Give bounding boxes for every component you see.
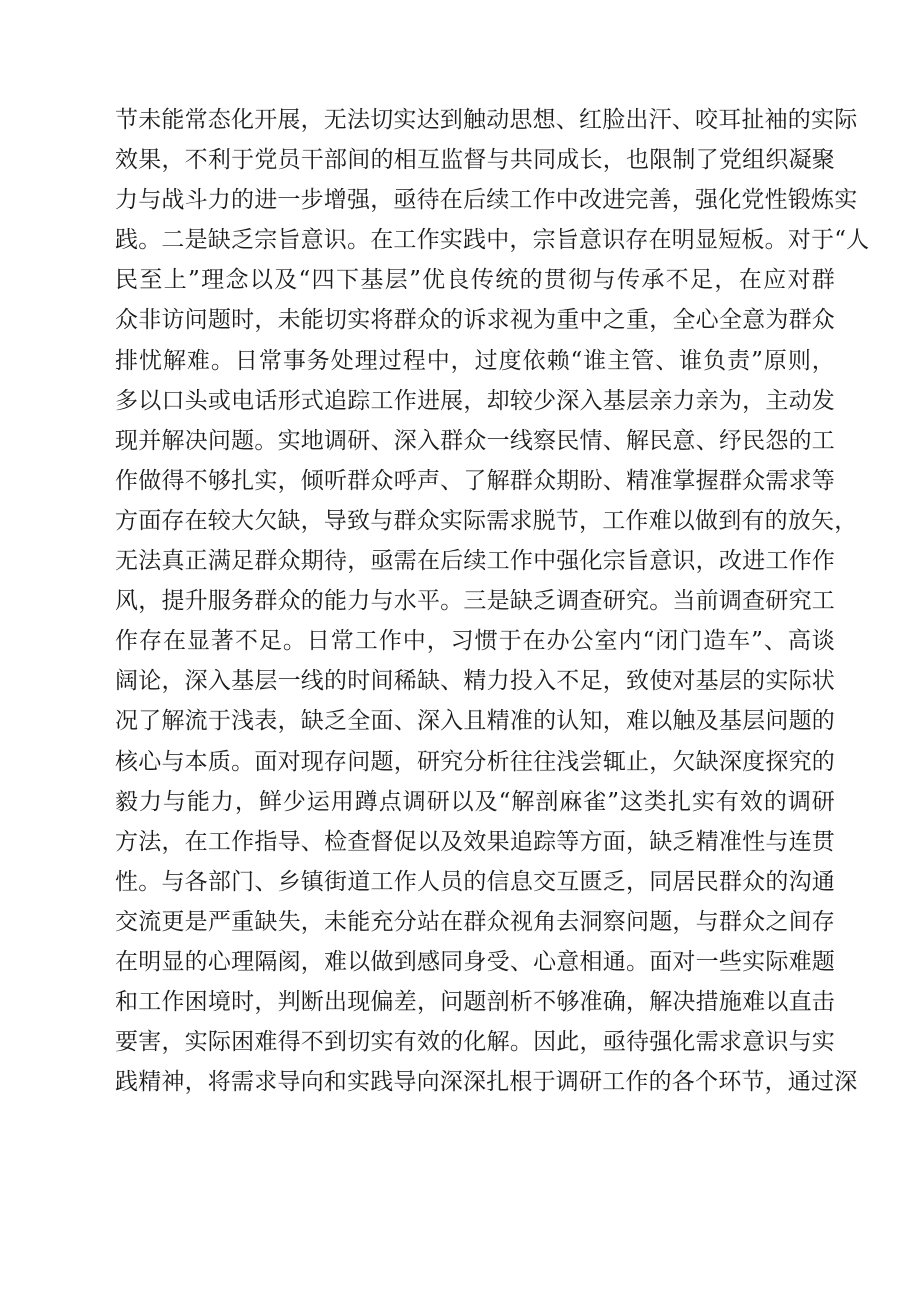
text-line: 况了解流于浅表，缺乏全面、深入且精准的认知，难以触及基层问题的 xyxy=(115,708,835,735)
text-line: 核心与本质。面对现存问题，研究分析往往浅尝辄止，欠缺深度探究的 xyxy=(115,748,835,775)
text-line: 和工作困境时，判断出现偏差，问题剖析不够准确，解决措施难以直击 xyxy=(115,989,835,1016)
text-line: 民至上”理念以及“四下基层”优良传统的贯彻与传承不足，在应对群 xyxy=(115,267,835,294)
text-line: 节未能常态化开展，无法切实达到触动思想、红脸出汗、咬耳扯袖的实际 xyxy=(115,107,858,133)
text-line: 阔论，深入基层一线的时间稀缺、精力投入不足，致使对基层的实际状 xyxy=(115,668,835,695)
text-line: 践。二是缺乏宗旨意识。在工作实践中，宗旨意识存在明显短板。对于“人 xyxy=(115,227,870,254)
body-text xyxy=(115,100,870,1102)
text-line: 无法真正满足群众期待，亟需在后续工作中强化宗旨意识，改进工作作 xyxy=(115,548,835,575)
text-line: 效果，不利于党员干部间的相互监督与共同成长，也限制了党组织凝聚 xyxy=(115,147,835,174)
text-line: 方法，在工作指导、检查督促以及效果追踪等方面，缺乏精准性与连贯 xyxy=(115,828,835,855)
text-line: 性。与各部门、乡镇街道工作人员的信息交互匮乏，同居民群众的沟通 xyxy=(115,868,835,895)
text-line: 众非访问题时，未能切实将群众的诉求视为重中之重，全心全意为群众 xyxy=(115,307,835,334)
text-line: 力与战斗力的进一步增强，亟待在后续工作中改进完善，强化党性锻炼实 xyxy=(115,187,858,214)
text-line: 现并解决问题。实地调研、深入群众一线察民情、解民意、纾民怨的工 xyxy=(115,427,835,454)
text-line: 风，提升服务群众的能力与水平。三是缺乏调查研究。当前调查研究工 xyxy=(115,588,835,615)
text-line: 方面存在较大欠缺，导致与群众实际需求脱节，工作难以做到有的放矢， xyxy=(115,507,858,534)
text-line: 要害，实际困难得不到切实有效的化解。因此，亟待强化需求意识与实 xyxy=(115,1029,835,1056)
text-line: 作做得不够扎实，倾听群众呼声、了解群众期盼、精准掌握群众需求等 xyxy=(115,467,835,494)
text-line: 作存在显著不足。日常工作中，习惯于在办公室内“闭门造车”、高谈 xyxy=(115,628,835,655)
text-line: 践精神，将需求导向和实践导向深深扎根于调研工作的各个环节，通过深 xyxy=(115,1069,858,1096)
text-line: 排忧解难。日常事务处理过程中，过度依赖“谁主管、谁负责”原则， xyxy=(115,347,835,374)
text-line: 交流更是严重缺失，未能充分站在群众视角去洞察问题，与群众之间存 xyxy=(115,908,835,935)
text-line: 毅力与能力，鲜少运用蹲点调研以及“解剖麻雀”这类扎实有效的调研 xyxy=(115,788,835,815)
text-line: 在明显的心理隔阂，难以做到感同身受、心意相通。面对一些实际难题 xyxy=(115,948,835,975)
text-line: 多以口头或电话形式追踪工作进展，却较少深入基层亲力亲为，主动发 xyxy=(115,387,835,414)
